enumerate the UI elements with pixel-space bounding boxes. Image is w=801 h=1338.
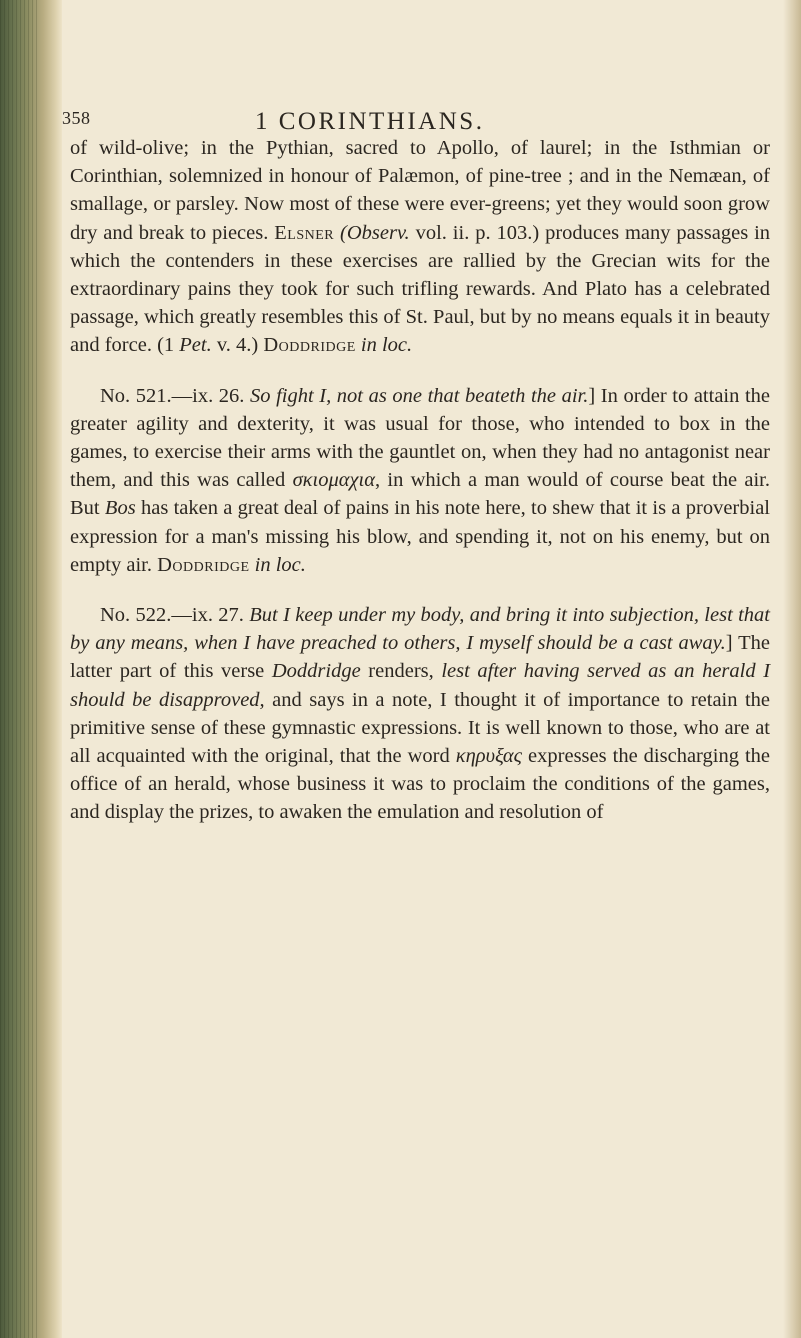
author-name: Doddridge [263, 334, 356, 357]
greek-word: σκιομαχια [292, 469, 375, 492]
book-page [62, 100, 780, 1325]
author-name: Doddridge [271, 660, 361, 683]
running-head: 1 CORINTHIANS. [255, 108, 485, 135]
text-run: and says in a note, I thought it of importance to retain the primitive sense of these gymnastic expressions. It is well known to those, who are at all acquainted with the original, that the word [70, 688, 771, 768]
text-run: renders, [368, 660, 434, 683]
text-run: has taken a great deal of pains in his note here, to shew that it is a proverbial expression for a man's missing his blow, and spending it, not on his enemy, but on empty air. [70, 497, 770, 576]
verse-quote: So fight I, not as one that beateth the air. [250, 384, 589, 407]
note-lead: No. 521.—ix. 26. [100, 384, 245, 407]
verse-quote: But I keep under my body, and bring it into subjection, lest that by any means, when I have preached to others, I myself should be a cast away. [70, 604, 770, 655]
book-spine-texture [0, 0, 40, 1338]
citation-loc: in loc. [254, 553, 306, 576]
reference: (Observ. [340, 221, 410, 244]
page-edge-shadow [783, 0, 801, 1338]
rendering-quote: lest after having served as an herald I should be disapproved, [70, 660, 771, 711]
greek-word: κηρυξας [455, 745, 523, 768]
author-name: Elsner [274, 221, 335, 244]
reference: Pet. [179, 334, 212, 357]
text-run: ] In order to attain the greater agility and dexterity, it was usual for those, who intended to box in the games, to exercise their arms with the gauntlet on, when they had no antagonist near them, and this was called [70, 384, 770, 492]
note-521 [70, 382, 770, 579]
text-run: ] The latter part of this verse [70, 632, 771, 683]
citation-loc: in loc. [360, 334, 413, 357]
text-run: of wild-olive; in the Pythian, sacred to Apollo, of laurel; in the Isthmian or Corinthian, solemnized in honour of Palæmon, of pine-tree ; and in the Nemæan, of smallage, or parsley. Now most of these were ever-greens; yet they would soon grow dry and break to pieces. [70, 137, 770, 244]
note-522 [70, 601, 770, 827]
page-number: 358 [62, 108, 91, 128]
author-name: Doddridge [157, 553, 250, 576]
text-run: v. 4.) [216, 334, 259, 357]
paragraph-continued [70, 134, 770, 360]
text-run: vol. ii. p. 103.) produces many passages in which the contenders in these exercises are rallied by the Grecian wits for the extraordinary pains they took for such trifling rewards. And Plato has a celebrated passage, which greatly resembles this of St. Paul, but by no means equals it in beauty and force. (1 [70, 221, 771, 357]
author-name: Bos [104, 497, 136, 520]
text-run: expresses the discharging the office of an herald, whose business it was to proclaim the conditions of the games, and display the prizes, to awaken the emulation and resolution of [70, 745, 771, 824]
body-text [70, 134, 770, 827]
note-lead: No. 522.—ix. 27. [100, 604, 244, 627]
text-run: , in which a man would of course beat the air. But [70, 469, 770, 520]
